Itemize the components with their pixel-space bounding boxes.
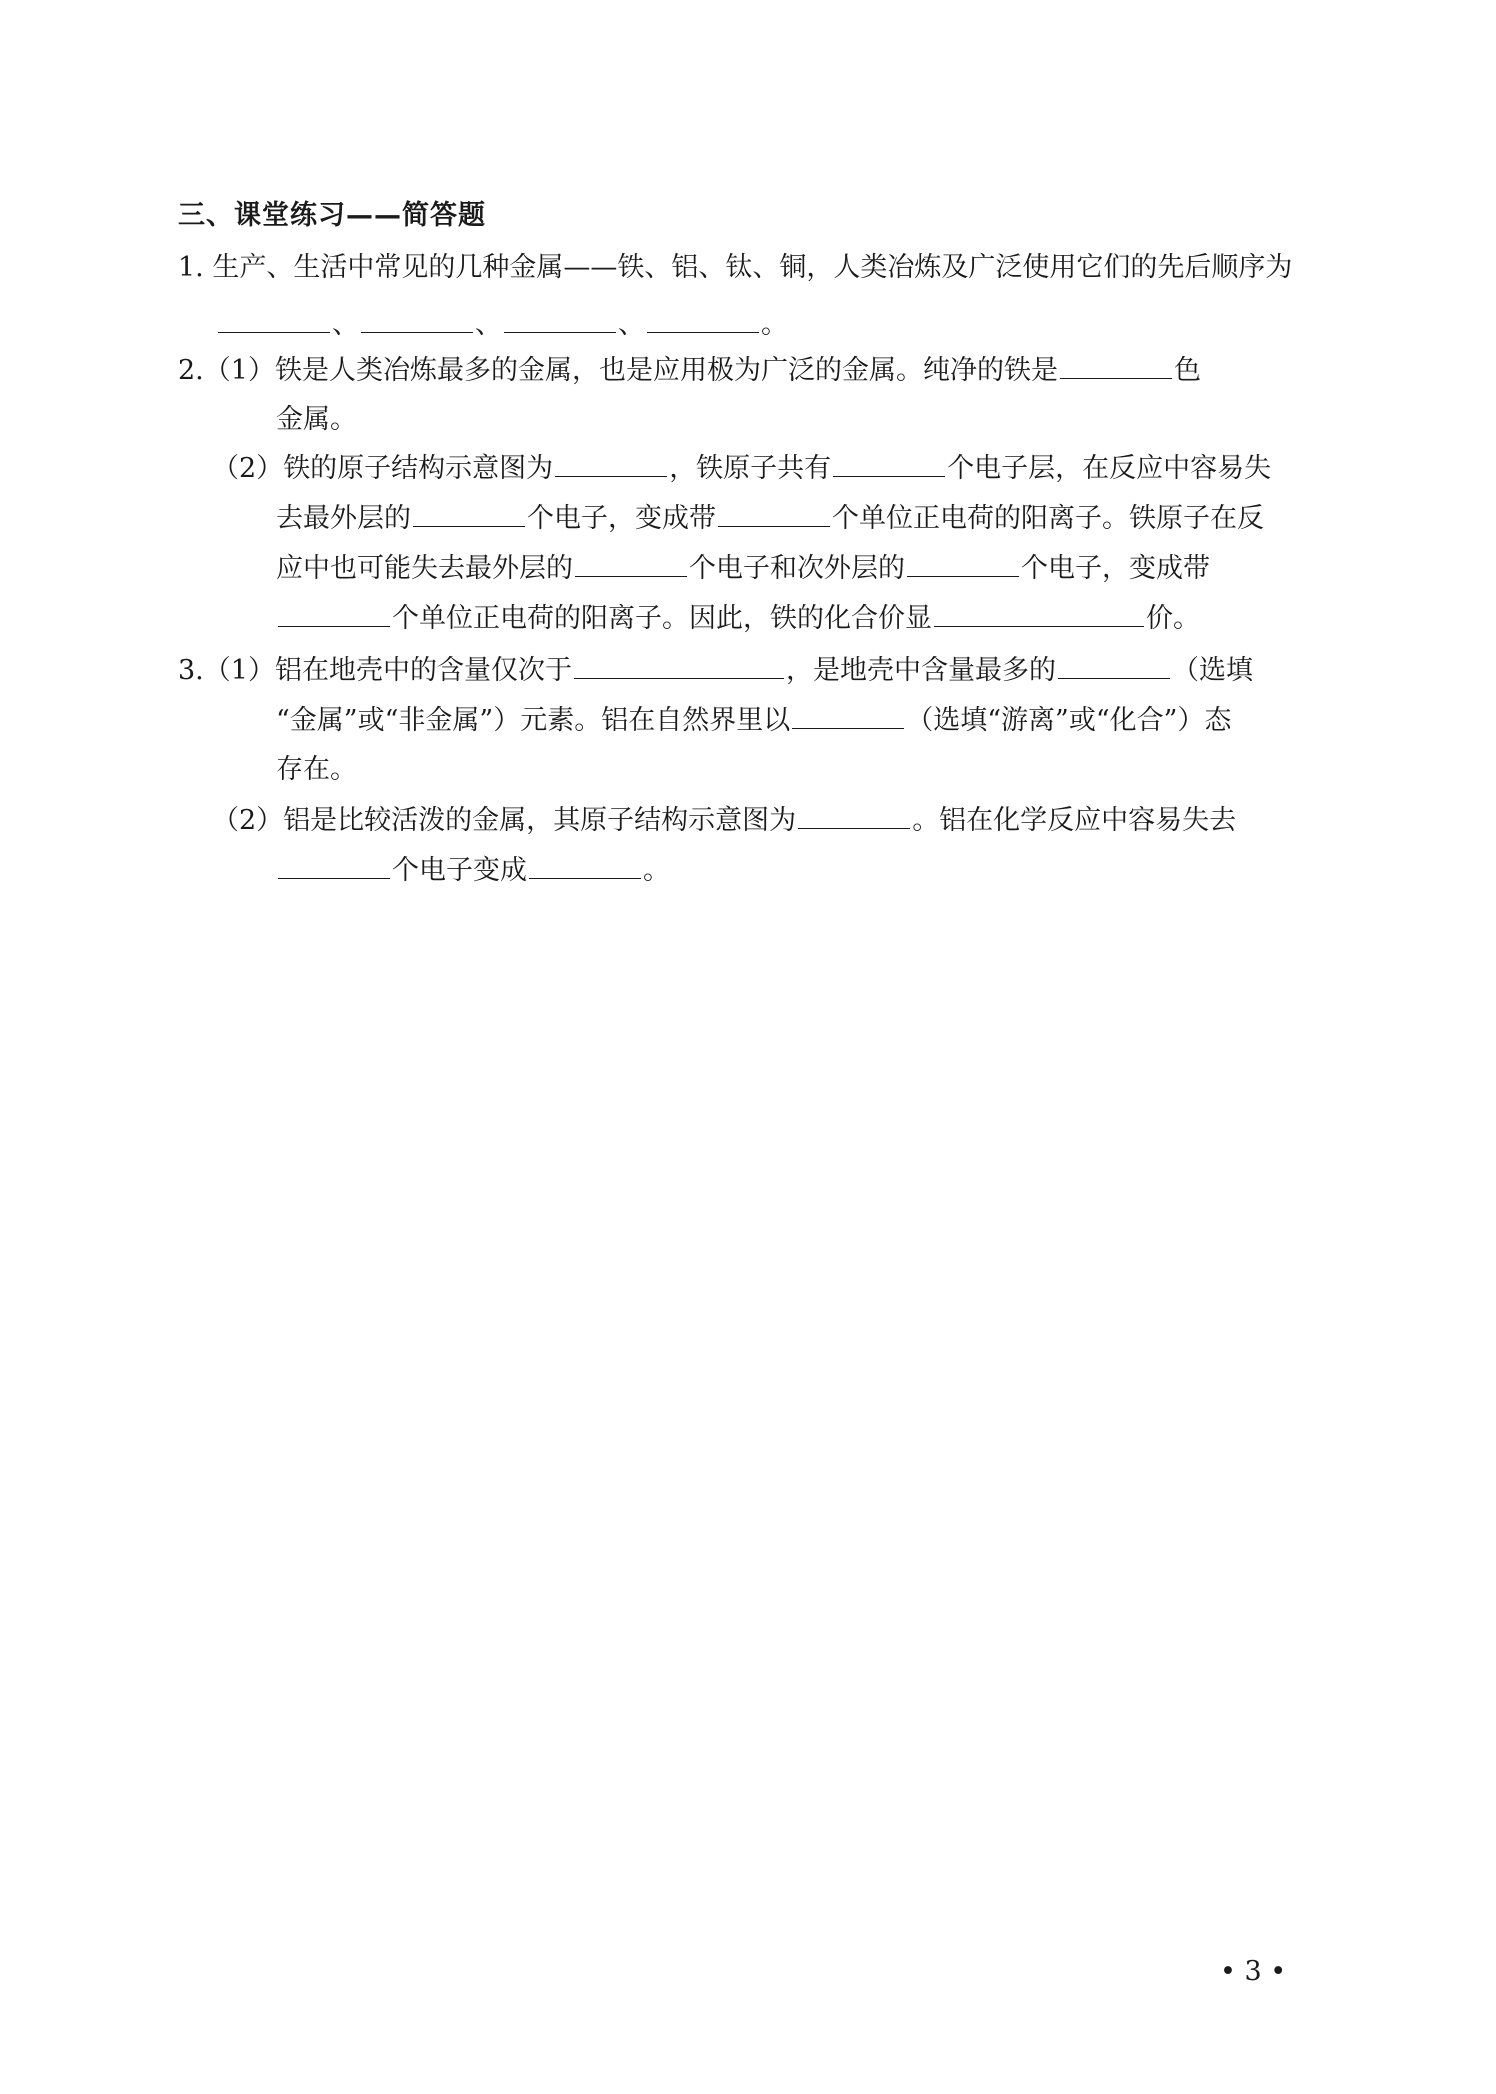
q2-p2-label: （2）	[212, 453, 284, 484]
q2-p2-line-3	[276, 548, 1210, 589]
q2-number: 2.	[178, 355, 204, 386]
q1-separator: 、	[332, 309, 359, 340]
q3-number: 3.	[178, 655, 204, 686]
q2-p2-blank-charge-2[interactable]	[278, 598, 390, 627]
q2-p1-text: 色	[1173, 355, 1201, 386]
q2-p1-line-2	[276, 400, 357, 440]
q2-p2-text: ，铁原子共有	[669, 453, 832, 484]
q2-p1-label: （1）	[203, 355, 275, 386]
q3-p2-text: 。	[643, 855, 670, 886]
q2-p2-text: 价。	[1146, 603, 1200, 634]
q2-p2-blank-inner-lost[interactable]	[907, 548, 1019, 577]
q2-p2-text: 个电子和次外层的	[689, 553, 905, 584]
q3-p1-text: （选填	[1171, 655, 1253, 686]
q3-p1-line-2	[276, 700, 1231, 741]
q3-p1-label: （1）	[203, 655, 275, 686]
q3-p1-text: （选填“游离”或“化合”）态	[906, 705, 1232, 736]
q1-blank-4[interactable]	[647, 304, 759, 333]
q2-p1-blank-color[interactable]	[1060, 350, 1172, 379]
page-number: • 3 •	[1220, 1956, 1287, 1987]
q2-p2-line-1	[212, 448, 1271, 489]
q3-p1-blank-metal-type[interactable]	[1058, 650, 1170, 679]
q3-p2-text: 铝是比较活泼的金属，其原子结构示意图为	[283, 805, 797, 836]
q3-p1-line-3	[276, 750, 357, 790]
q2-p2-blank-structure[interactable]	[555, 448, 667, 477]
q1-separator: 、	[618, 309, 645, 340]
q1-line-2	[216, 304, 788, 345]
q2-p2-text: 个电子，变成带	[527, 503, 716, 534]
q1-end: 。	[761, 309, 788, 340]
q1-separator: 、	[475, 309, 502, 340]
q3-p1-text: ，是地壳中含量最多的	[785, 655, 1056, 686]
q2-p2-blank-outer-lost[interactable]	[575, 548, 687, 577]
q3-p1-text: 存在。	[276, 754, 357, 785]
q2-p2-text: 去最外层的	[276, 503, 411, 534]
q2-p2-text: 个电子，变成带	[1021, 553, 1210, 584]
q2-p2-text: 个单位正电荷的阳离子。因此，铁的化合价显	[392, 603, 932, 634]
q3-p1-blank-second-element[interactable]	[574, 650, 784, 679]
q3-p2-blank-ion[interactable]	[529, 850, 641, 879]
q3-p1-text: 铝在地壳中的含量仅次于	[274, 655, 572, 686]
q3-p2-blank-electrons[interactable]	[278, 850, 390, 879]
q2-p2-line-2	[276, 498, 1264, 539]
q2-p2-text: 应中也可能失去最外层的	[276, 553, 573, 584]
q3-p2-text: 个电子变成	[392, 855, 527, 886]
q1-blank-1[interactable]	[218, 304, 330, 333]
q2-p2-blank-layers[interactable]	[833, 448, 945, 477]
q3-p2-blank-structure[interactable]	[798, 800, 910, 829]
section-title: 三、课堂练习——简答题	[178, 200, 486, 231]
q2-p2-blank-charge[interactable]	[718, 498, 830, 527]
q3-p1-line-1	[178, 650, 1253, 691]
q2-p2-blank-outer-electrons[interactable]	[413, 498, 525, 527]
q3-p2-line-1	[212, 800, 1236, 841]
q2-p2-text: 个电子层，在反应中容易失	[947, 453, 1272, 484]
q3-p1-blank-state[interactable]	[792, 700, 904, 729]
q3-p2-label: （2）	[212, 805, 284, 836]
q2-p1-text: 铁是人类冶炼最多的金属，也是应用极为广泛的金属。纯净的铁是	[274, 355, 1058, 386]
q3-p1-text: “金属”或“非金属”）元素。铝在自然界里以	[276, 705, 791, 736]
q2-p1-line-1	[178, 350, 1201, 391]
q2-p2-text: 个单位正电荷的阳离子。铁原子在反	[832, 503, 1264, 534]
q1-blank-3[interactable]	[504, 304, 616, 333]
q1-number: 1.	[178, 252, 204, 283]
q1-blank-2[interactable]	[361, 304, 473, 333]
q1-line-1	[178, 248, 1292, 288]
q3-p2-line-2	[276, 850, 670, 891]
q2-p2-blank-valence[interactable]	[934, 598, 1144, 627]
q2-p2-line-4	[276, 598, 1200, 639]
q3-p2-text: 。铝在化学反应中容易失去	[912, 805, 1237, 836]
q1-text: 生产、生活中常见的几种金属——铁、铝、钛、铜，人类冶炼及广泛使用它们的先后顺序为	[212, 252, 1293, 283]
q2-p2-text: 铁的原子结构示意图为	[283, 453, 554, 484]
q2-p1-text: 金属。	[276, 404, 357, 435]
